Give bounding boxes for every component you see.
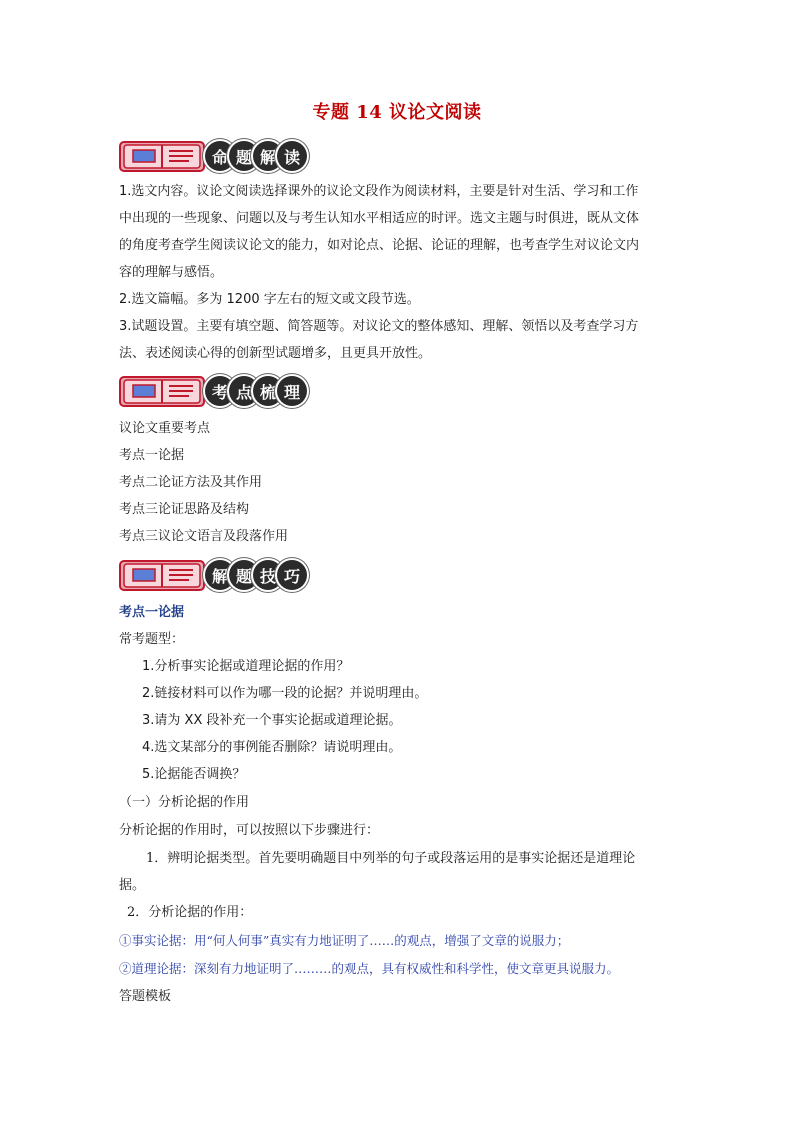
question-item: 4.选文某部分的事例能否删除？请说明理由。 (142, 740, 402, 755)
key-point-item: 考点二论证方法及其作用 (119, 475, 263, 490)
banner-char: 题 (229, 560, 259, 590)
book-icon (119, 558, 205, 592)
section-heading: 议论文重要考点 (119, 421, 211, 436)
paragraph-line: 的角度考查学生阅读议论文的能力，如对论点、论据、论证的理解，也考查学生对议论文内 (119, 238, 640, 253)
question-item: 1.分析事实论据或道理论据的作用？ (142, 659, 350, 674)
answer-template-label: 答题模板 (119, 989, 172, 1004)
step-line: 1．辨明论据类型。首先要明确题目中列举的句子或段落运用的是事实论据还是道理论 (146, 851, 636, 866)
question-item: 2.链接材料可以作为哪一段的论据？并说明理由。 (142, 686, 428, 701)
document-title: 专题 14 议论文阅读 (312, 102, 482, 123)
part-heading: （一）分析论据的作用 (119, 795, 250, 810)
section-banner-proposition (119, 137, 307, 175)
banner-char: 点 (229, 376, 259, 406)
banner-char: 解 (253, 141, 283, 171)
banner-char: 梳 (253, 376, 283, 406)
reason-argument-line: ②道理论据：深刻有力地证明了………的观点，具有权威性和科学性，使文章更具说服力。 (119, 961, 620, 976)
step-line: 2．分析论据的作用： (127, 905, 253, 920)
banner-char: 考 (205, 376, 235, 406)
banner-char: 理 (277, 376, 307, 406)
paragraph-line: 容的理解与感悟。 (119, 265, 224, 280)
paragraph-line: 1.选文内容。议论文阅读选择课外的议论文段作为阅读材料，主要是针对生活、学习和工作 (119, 184, 639, 199)
banner-char: 读 (277, 141, 307, 171)
section-banner-techniques (119, 556, 307, 594)
subheading: 常考题型： (119, 632, 185, 647)
banner-char: 解 (205, 560, 235, 590)
fact-argument-line: ①事实论据：用“何人何事”真实有力地证明了……的观点，增强了文章的说服力； (119, 933, 570, 948)
paragraph-line: 法、表述阅读心得的创新型试题增多，且更具开放性。 (119, 346, 432, 361)
book-icon (119, 374, 205, 408)
question-item: 3.请为 XX 段补充一个事实论据或道理论据。 (142, 713, 402, 728)
section-banner-key-points (119, 372, 307, 410)
key-point-item: 考点一论据 (119, 448, 185, 463)
paragraph-line: 3.试题设置。主要有填空题、简答题等。对议论文的整体感知、理解、领悟以及考查学习方 (119, 319, 639, 334)
step-line: 据。 (119, 878, 146, 893)
banner-char: 命 (205, 141, 235, 171)
book-icon (119, 139, 205, 173)
paragraph-line: 2.选文篇幅。多为 1200 字左右的短文或文段节选。 (119, 292, 420, 307)
paragraph-line: 中出现的一些现象、问题以及与考生认知水平相适应的时评。选文主题与时俱进，既从文体 (119, 211, 640, 226)
banner-char: 巧 (277, 560, 307, 590)
topic-heading: 考点一论据 (119, 605, 185, 620)
banner-char: 题 (229, 141, 259, 171)
question-item: 5.论据能否调换？ (142, 767, 246, 782)
paragraph-line: 分析论据的作用时，可以按照以下步骤进行： (119, 823, 380, 838)
key-point-item: 考点三议论文语言及段落作用 (119, 529, 289, 544)
banner-char: 技 (253, 560, 283, 590)
key-point-item: 考点三论证思路及结构 (119, 502, 250, 517)
